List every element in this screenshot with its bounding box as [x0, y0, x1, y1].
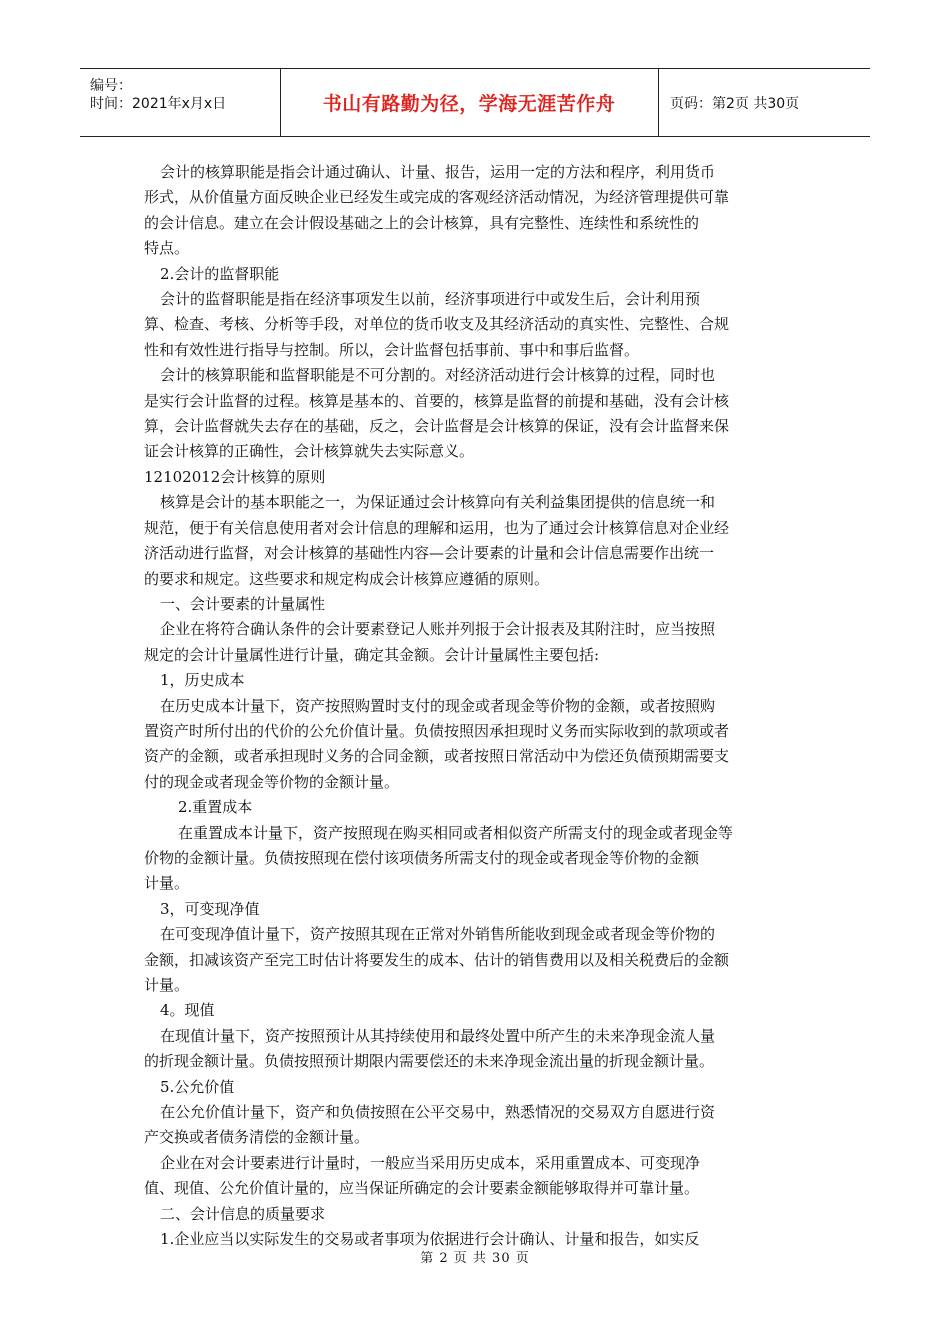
body-line: 的会计信息。建立在会计假设基础之上的会计核算，具有完整性、连续性和系统性的 — [144, 213, 700, 232]
body-line: 会计的监督职能是指在经济事项发生以前，经济事项进行中或发生后，会计利用预 — [160, 290, 701, 309]
body-line: 规定的会计计量属性进行计量，确定其金额。会计计量属性主要包括: — [144, 645, 600, 664]
body-line: 1.企业应当以实际发生的交易或者事项为依据进行会计确认、计量和报告，如实反 — [160, 1230, 700, 1249]
body-line: 企业在将符合确认条件的会计要素登记人账并列报于会计报表及其附注时，应当按照 — [160, 620, 716, 639]
section-heading: 2.会计的监督职能 — [160, 264, 280, 283]
body-line: 的要求和规定。这些要求和规定构成会计核算应遵循的原则。 — [144, 569, 550, 588]
body-line: 付的现金或者现金等价物的金额计量。 — [144, 772, 400, 791]
body-line: 性和有效性进行指导与控制。所以，会计监督包括事前、事中和事后监督。 — [144, 340, 640, 359]
body-line: 在现值计量下，资产按照预计从其持续使用和最终处置中所产生的未来净现金流人量 — [160, 1026, 716, 1045]
section-heading: 2.重置成本 — [178, 798, 253, 817]
body-line: 会计的核算职能和监督职能是不可分割的。对经济活动进行会计核算的过程，同时也 — [160, 366, 716, 385]
section-heading: 1，历史成本 — [160, 671, 245, 690]
body-line: 形式，从价值量方面反映企业已经发生或完成的客观经济活动情况，为经济管理提供可靠 — [144, 188, 730, 207]
header-page-label — [662, 69, 870, 136]
body-line: 值、现值、公允价值计量的，应当保证所确定的会计要素金额能够取得并可靠计量。 — [144, 1179, 700, 1198]
section-heading: 4。现值 — [160, 1001, 215, 1020]
page-count-text: 页码：第2页 共30页 — [670, 95, 800, 112]
body-line: 置资产时所付出的代价的公允价值计量。负债按照因承担现时义务而实际收到的款项或者 — [144, 721, 730, 740]
header-info-cell — [80, 69, 280, 136]
page-footer: 第 2 页 共 30 页 — [420, 1251, 530, 1266]
body-line: 在公允价值计量下，资产和负债按照在公平交易中，熟悉情况的交易双方自愿进行资 — [160, 1103, 716, 1122]
body-line: 济活动进行监督，对会计核算的基础性内容—会计要素的计量和会计信息需要作出统一 — [144, 544, 715, 563]
body-line: 在重置成本计量下，资产按照现在购买相同或者相似资产所需支付的现金或者现金等 — [178, 823, 734, 842]
body-line: 计量。 — [144, 976, 190, 994]
document-body — [144, 160, 804, 1252]
body-line: 会计的核算职能是指会计通过确认、计量、报告，运用一定的方法和程序，利用货币 — [160, 163, 716, 181]
body-line: 企业在对会计要素进行计量时，一般应当采用历史成本，采用重置成本、可变现净 — [160, 1153, 701, 1172]
document-number-label: 编号： — [90, 78, 132, 94]
body-line: 规范，便于有关信息使用者对会计信息的理解和运用，也为了通过会计核算信息对企业经 — [144, 518, 730, 537]
body-line: 算，会计监督就失去存在的基础，反之，会计监督是会计核算的保证，没有会计监督来保 — [144, 417, 730, 436]
section-heading: 12102012会计核算的原则 — [144, 467, 326, 486]
body-line: 是实行会计监督的过程。核算是基本的、首要的，核算是监督的前提和基础，没有会计核 — [144, 391, 730, 410]
document-date-label: 时间：2021年x月x日 — [90, 96, 227, 112]
body-line: 计量。 — [144, 874, 190, 893]
header-divider — [280, 69, 281, 136]
section-heading: 3，可变现净值 — [160, 899, 260, 918]
body-line: 在可变现净值计量下，资产按照其现在正常对外销售所能收到现金或者现金等价物的 — [160, 925, 716, 944]
body-line: 特点。 — [144, 239, 190, 258]
section-heading: 二、会计信息的质量要求 — [160, 1204, 326, 1223]
body-line: 核算是会计的基本职能之一，为保证通过会计核算向有关利益集团提供的信息统一和 — [160, 493, 716, 512]
body-line: 产交换或者债务清偿的金额计量。 — [144, 1128, 370, 1147]
header-motto: 书山有路勤为径，学海无涯苦作舟 — [322, 93, 616, 115]
body-line: 算、检查、考核、分析等手段，对单位的货币收支及其经济活动的真实性、完整性、合规 — [144, 315, 730, 334]
body-line: 在历史成本计量下，资产按照购置时支付的现金或者现金等价物的金额，或者按照购 — [160, 696, 716, 715]
body-line: 资产的金额，或者承担现时义务的合同金额，或者按照日常活动中为偿还负债预期需要支 — [144, 747, 730, 766]
header-divider — [658, 69, 659, 136]
body-line: 价物的金额计量。负债按照现在偿付该项债务所需支付的现金或者现金等价物的金额 — [144, 848, 700, 867]
document-header — [80, 68, 870, 137]
section-heading: 5.公允价值 — [160, 1077, 235, 1096]
body-line: 的折现金额计量。负债按照预计期限内需要偿还的未来净现金流出量的折现金额计量。 — [144, 1052, 715, 1071]
body-line: 金额，扣减该资产至完工时估计将要发生的成本、估计的销售费用以及相关税费后的金额 — [144, 950, 730, 969]
section-heading: 一、会计要素的计量属性 — [160, 594, 326, 613]
body-line: 证会计核算的正确性，会计核算就失去实际意义。 — [144, 442, 475, 461]
